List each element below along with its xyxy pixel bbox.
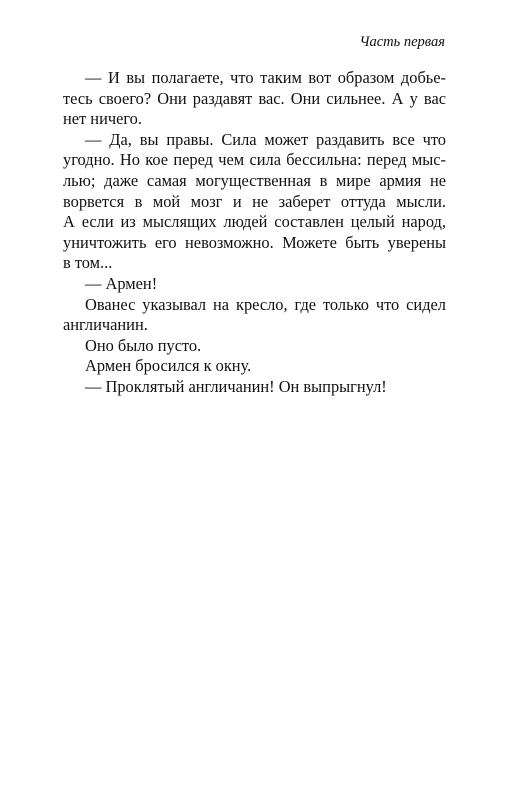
paragraph-1 (63, 68, 446, 130)
text-line: — Проклятый англичанин! Он выпрыгнул! (85, 376, 387, 396)
text-line: — Да, вы правы. Сила может раздавить все что (85, 129, 446, 149)
text-line: уничтожить его невозможно. Можете быть уверены (63, 232, 446, 252)
text-line: лью; даже самая могущественная в мире армия не (63, 170, 446, 190)
text-line: — Армен! (85, 273, 158, 293)
paragraph-4 (63, 295, 446, 336)
text-line: А если из мыслящих людей составлен целый народ, (63, 212, 446, 232)
text-line: Ованес указывал на кресло, где только что сидел (85, 294, 446, 314)
text-line: угодно. Но кое перед чем сила бессильна: перед мыс- (63, 150, 446, 170)
paragraph-3 (63, 274, 446, 295)
paragraph-6 (63, 356, 446, 377)
text-line: в том... (63, 253, 113, 273)
text-line: тесь своего? Они раздавят вас. Они сильнее. А у вас (63, 88, 446, 108)
text-line: англичанин. (63, 315, 148, 335)
text-line: нет ничего. (63, 109, 142, 129)
text-line: ворвется в мой мозг и не заберет оттуда мысли. (63, 191, 446, 211)
paragraph-7 (63, 377, 446, 398)
text-line: — И вы полагаете, что таким вот образом добье- (85, 68, 446, 87)
paragraph-5 (63, 336, 446, 357)
text-line: Армен бросился к окну. (85, 356, 252, 376)
running-head: Часть первая (359, 34, 445, 50)
text-line: Оно было пусто. (85, 335, 202, 355)
paragraph-2 (63, 130, 446, 274)
body-text (63, 68, 446, 398)
